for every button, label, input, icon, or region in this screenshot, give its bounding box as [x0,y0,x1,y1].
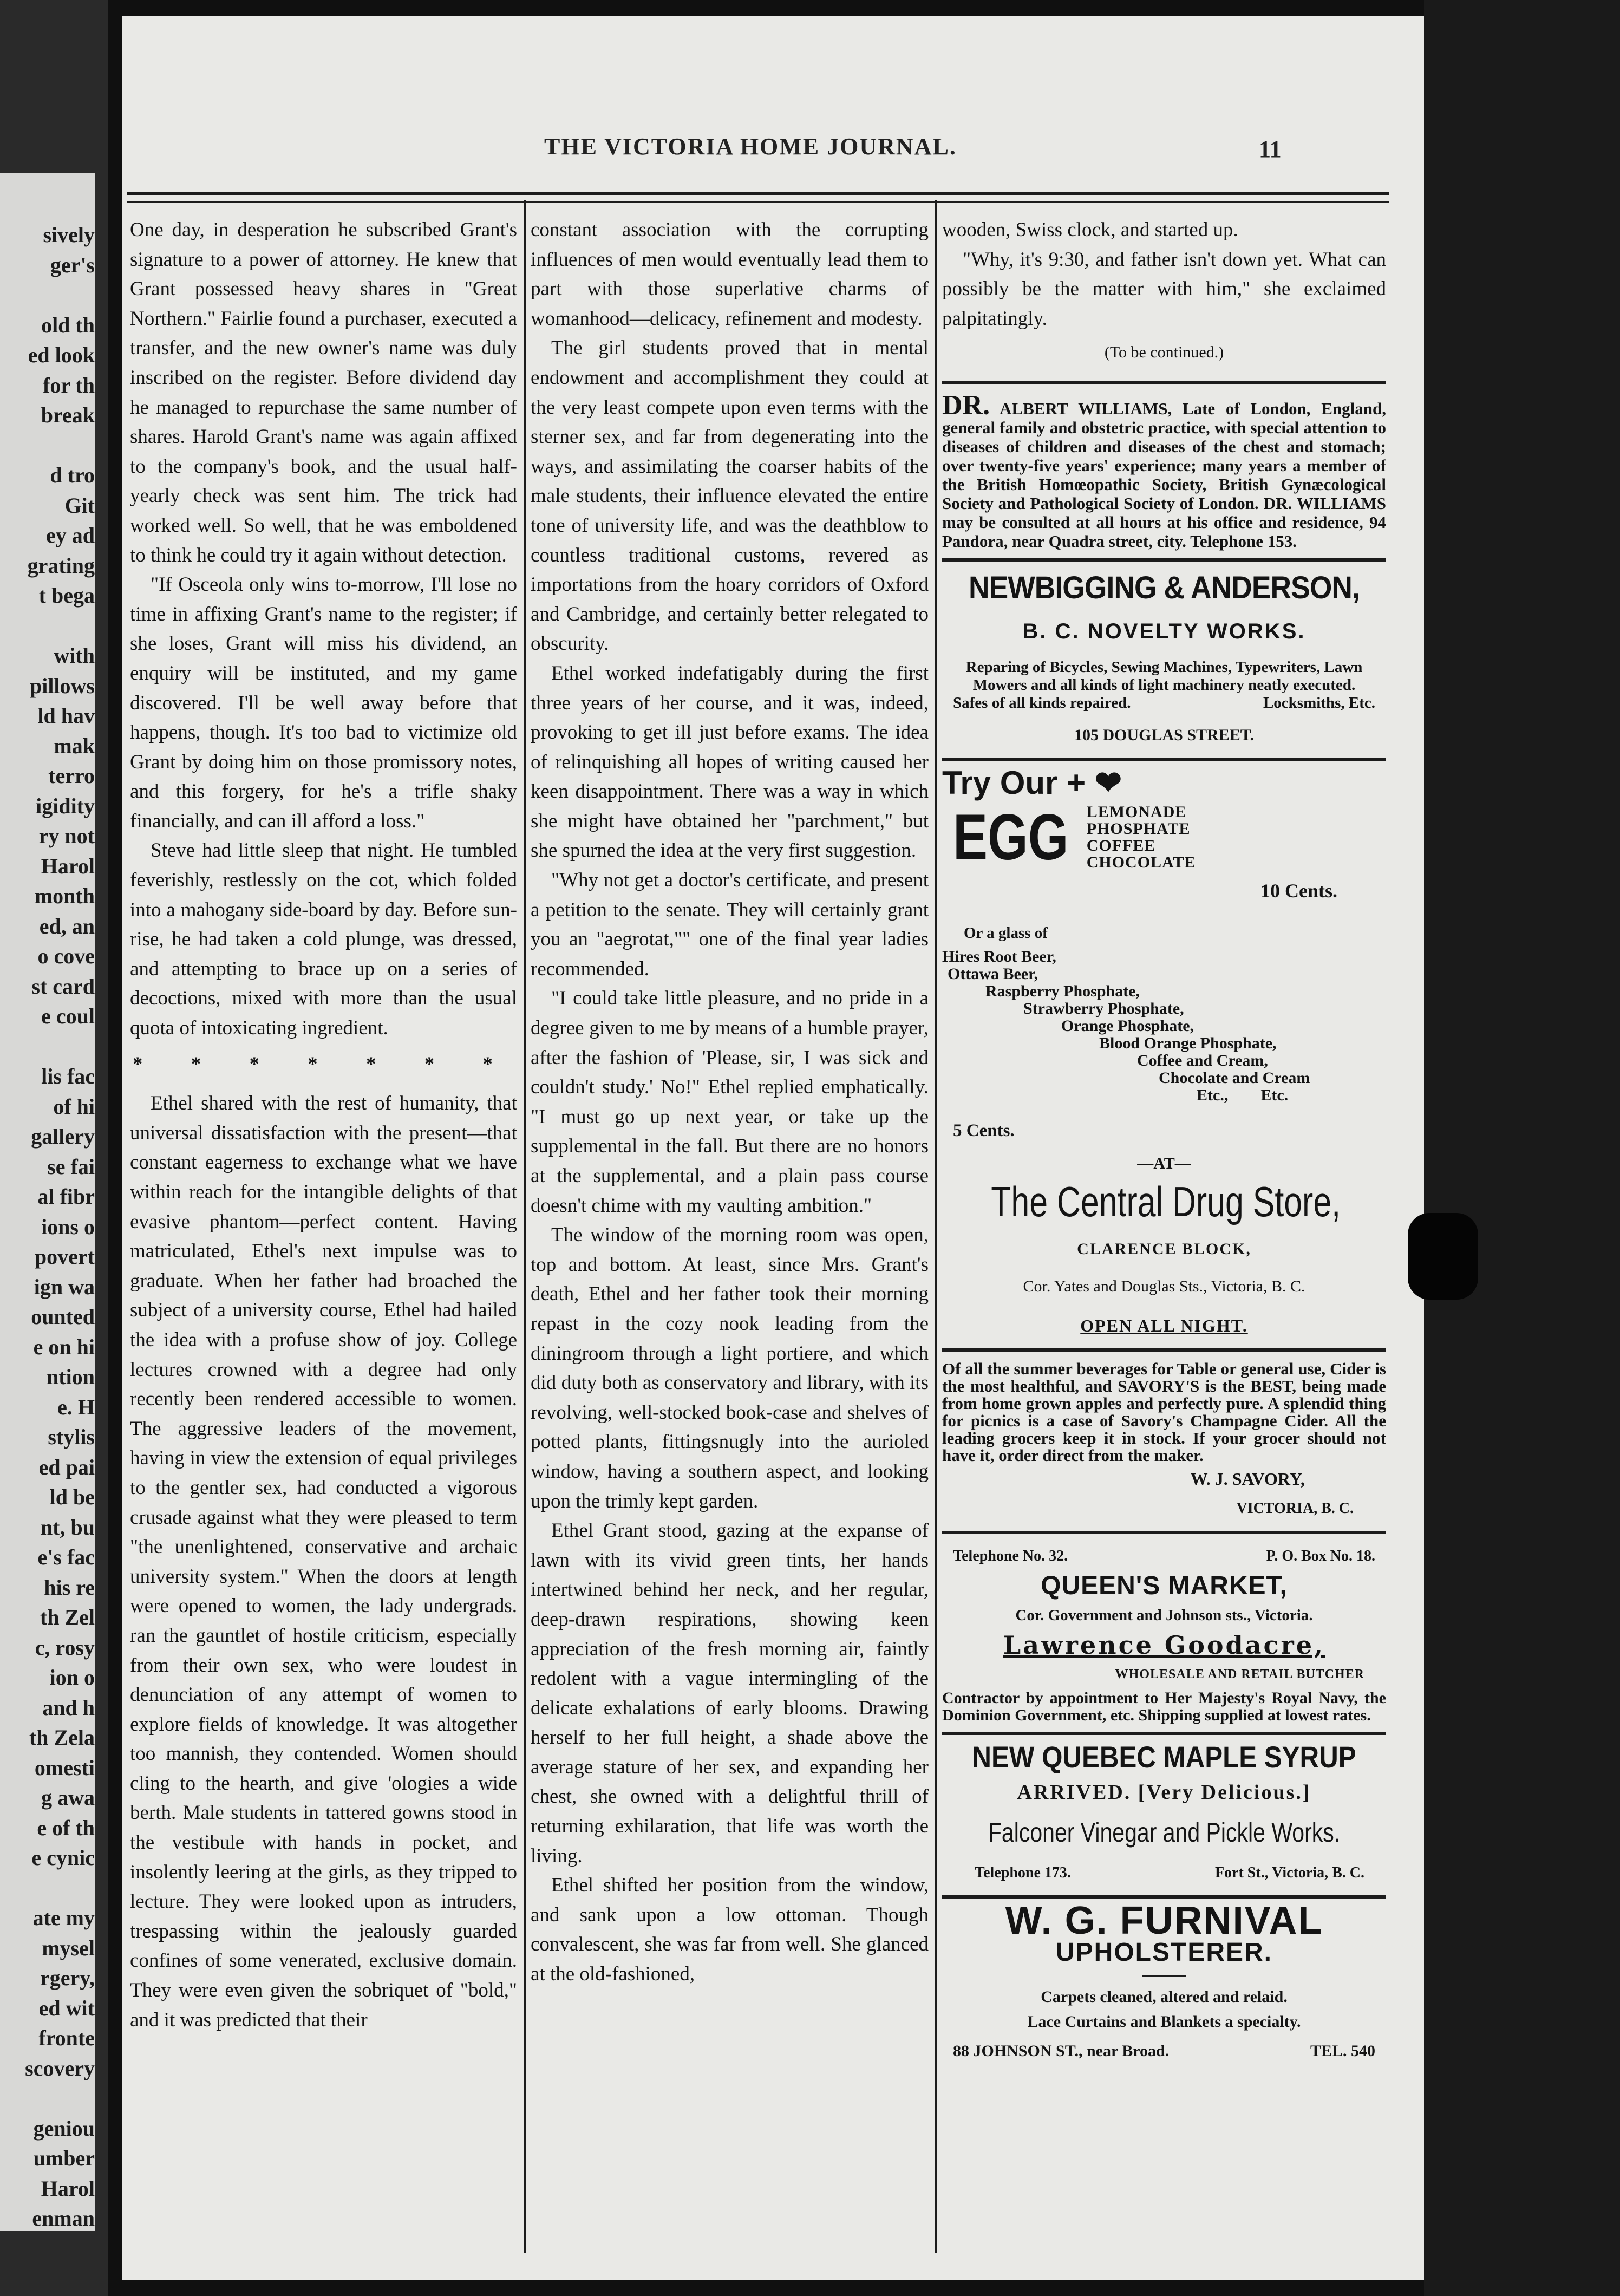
previous-page-fragment: of hi [53,1094,95,1119]
previous-page-fragment: e of th [37,1815,95,1840]
glass-item: Chocolate and Cream [1159,1068,1310,1087]
egg-word: EGG [953,800,1069,873]
egg-price: 10 Cents. [1260,879,1337,902]
previous-page-fragment: fronte [38,2026,95,2050]
glass-list [942,948,1386,1104]
egg-drink: PHOSPHATE [1086,819,1191,838]
previous-page-fragment: Git [64,493,95,518]
previous-page-text [0,173,95,2231]
header-rule [127,192,1389,195]
scanner-background [1424,0,1620,2296]
article-paragraph: Ethel Grant stood, gazing at the expanse of lawn with its vivid green tints, her hands intertwined behind her neck, and her regular, deep-drawn respirations, showing keen appreciation of the fresh morning air, faintly redolent with a vague intermingling of the delicate exhalations of early blooms. Drawing herself to her full height, a shade above the average stature of her sex, and expanding her chest, she owned with a delightful thrill of returning exhilaration, that life was worth the living. [531,1519,929,1867]
qm-trade: WHOLESALE AND RETAIL BUTCHER [1115,1667,1364,1682]
at-label: —AT— [1137,1154,1191,1172]
previous-page-fragment: e on hi [33,1334,95,1359]
maple-telephone: Telephone 173. [975,1864,1071,1881]
furnival-name: W. G. FURNIVAL [1005,1899,1323,1943]
page-number: 11 [1259,136,1282,162]
furnival-line: Lace Curtains and Blankets a specialty. [1027,2012,1301,2031]
ad-divider [942,558,1386,562]
qm-body: Contractor by appointment to Her Majesty's Royal Navy, the Dominion Government, etc. Shipping supplied at lowest rates. [942,1689,1386,1725]
article-column-2 [531,216,929,2242]
firm-safes-row [942,694,1386,712]
previous-page-fragment: ed, an [39,914,95,938]
egg-drink: LEMONADE [1086,803,1187,821]
previous-page-fragment: e cynic [31,1845,95,1870]
maple-contact-row [942,1858,1386,1888]
previous-page-fragment: omesti [34,1755,95,1780]
article-paragraph: Ethel worked indefatigably during the first three years of her course, and it was, indeed, provoking to get ill just before exams. The idea of relinquishing all hopes of writing caused her keen disappointment. There was a way in which she might have obtained her "parchment," but she spurned the idea at the very first suggestion. [531,662,929,862]
newspaper-page [122,16,1424,2280]
article-paragraph: "Why, it's 9:30, and father isn't down yet. What can possibly be the matter with him," she exclaimed palpitatingly. [942,248,1386,330]
previous-page-fragment: grating [27,553,95,578]
previous-page-fragment: enman [32,2206,95,2230]
previous-page-fragment: umber [33,2146,95,2170]
glass-item: Hires Root Beer, [942,947,1056,966]
previous-page-fragment: o cove [37,944,95,968]
short-rule [1142,1975,1186,1977]
previous-page-fragment: se fai [47,1154,95,1179]
store-block: CLARENCE BLOCK, [1077,1240,1251,1258]
maple-arrived: ARRIVED. [Very Delicious.] [1017,1780,1311,1804]
previous-page-fragment: e coul [41,1004,95,1028]
ad-newbigging-anderson [942,569,1386,750]
glass-price: 5 Cents. [953,1120,1015,1140]
furnival-line: Carpets cleaned, altered and relaid. [1041,1987,1288,2006]
previous-page-fragment: c, rosy [35,1635,95,1660]
ad-doctor-williams [942,389,1386,551]
ad-divider [942,1531,1386,1534]
previous-page-fragment: ld hav [37,703,95,728]
article-paragraph: The girl students proved that in mental endowment and accomplishment they could at the very least compete upon even terms with the sterner sex, and far from degenerating into the ways, and assimilating the coarser habits of the male students, their influence elevated the entire tone of university life, and was the deathblow to countless traditional customs, revered as importations from the hoary corridors of Oxford and Cambridge, and certainly better relegated to obscurity. [531,337,929,655]
article-paragraph: "I could take little pleasure, and no pride in a degree given to me by means of a humble prayer, after the fashion of 'Please, sir, I was sick and couldn't study.' No!" Ethel replied emphatically. "I must go up next year, or take up the supplemental in the fall. But there are no honors at the supplemental, and a plain pass course doesn't chime with my vaulting ambition." [531,987,929,1217]
qm-telephone: Telephone No. 32. [953,1548,1068,1565]
previous-page-fragment: ion o [49,1665,95,1690]
article-paragraph: Ethel shifted her position from the window, and sank upon a low ottoman. Though convalescent, she was far from well. She glanced at the old-fashioned, [531,1874,929,1986]
glass-item: Coffee and Cream, [1137,1051,1268,1069]
ad-furnival [942,1899,1386,2066]
qm-owner: Lawrence Goodacre, [1003,1630,1325,1660]
header-rule-thin [127,201,1389,203]
previous-page-fragment: ry not [38,824,95,848]
previous-page-fragment: stylis [48,1425,95,1449]
advertising-column [942,216,1386,2242]
savory-city: VICTORIA, B. C. [1236,1499,1354,1517]
ad-maple-syrup [942,1740,1386,1888]
previous-page-fragment: g awa [41,1785,95,1810]
previous-page-fragment: ld be [49,1485,95,1509]
firm-safes: Safes of all kinds repaired. [953,694,1131,712]
furnival-trade: UPHOLSTERER. [1055,1938,1273,1967]
maple-headline: NEW QUEBEC MAPLE SYRUP [972,1740,1356,1775]
maple-works: Falconer Vinegar and Pickle Works. [988,1817,1341,1848]
store-corner: Cor. Yates and Douglas Sts., Victoria, B. C. [1023,1277,1305,1295]
store-hours: OPEN ALL NIGHT. [1080,1316,1248,1336]
previous-page-fragment: th Zel [40,1605,95,1629]
ad-divider [942,758,1386,761]
previous-page-fragment: ntion [47,1365,95,1389]
previous-page-fragment: ions o [41,1214,95,1239]
previous-page-fragment: ed look [28,343,95,367]
previous-page-fragment: geniou [33,2116,95,2141]
previous-page-fragment: month [34,884,95,908]
scanner-clip [1408,1213,1478,1300]
glass-item: Blood Orange Phosphate, [1099,1034,1277,1052]
savory-body: Of all the summer beverages for Table or general use, Cider is the most healthful, and SAVORY'S is the BEST, being made from home grown apples and perfectly pure. A splendid thing for picnics is a case of Savory's Champagne Cider. All the leading grocers keep it in stock. If your grocer should not have it, order direct from the maker. [942,1359,1386,1465]
article-paragraph: Steve had little sleep that night. He tumbled feverishly, restlessly on the cot, which folded into a mahogany side-board by day. Before sun-rise, he had taken a cold plunge, was dressed, and attempting to brace up on a series of decoctions, mixed with more than the usual quota of intoxicating ingredient. [130,839,517,1040]
egg-drinks [942,800,1386,873]
firm-subtitle: B. C. NOVELTY WORKS. [1022,619,1306,643]
ad-divider [942,1895,1386,1899]
previous-page-fragment: sively [43,223,95,247]
qm-contact-row [942,1542,1386,1571]
glass-item: Strawberry Phosphate, [1023,999,1184,1017]
ad-central-drug-store [942,765,1386,1341]
previous-page-fragment: Harol [41,2176,95,2201]
savory-signature: W. J. SAVORY, [1190,1469,1305,1489]
firm-address: 105 DOUGLAS STREET. [1074,726,1255,744]
glass-item: Orange Phosphate, [1061,1016,1194,1035]
egg-drink-list [1087,804,1196,871]
qm-name: QUEEN'S MARKET, [1041,1571,1288,1600]
previous-page-fragment: nt, bu [40,1515,95,1540]
previous-page-fragment: pillows [29,673,95,698]
previous-page-fragment: ounted [31,1304,95,1329]
egg-drink: COFFEE [1086,836,1156,855]
article-paragraph: wooden, Swiss clock, and started up. [942,219,1238,241]
qm-address: Cor. Government and Johnson sts., Victoria. [1015,1607,1313,1625]
previous-page-fragment: his re [44,1575,95,1600]
ad-divider [942,1348,1386,1352]
to-be-continued: (To be continued.) [1104,343,1224,362]
article-paragraph: Ethel shared with the rest of humanity, that universal dissatisfaction with the present—that constant eagerness to exchange what we have within reach for the intangible delights of that evasive phantom—perfect content. Having matriculated, Ethel's next impulse was to graduate. When her father had broached the subject of a university course, Ethel had hailed the idea with a profuse show of joy. College lectures crowned with a degree had only recently been rendered accessible to women. The aggressive leaders of the movement, having in view the extension of equal privileges to the gentler sex, had conducted a vigorous crusade against what they were pleased to term "the unenlightened, conservative and archaic university system." When the doors at length were opened to women, the lady undergrads. ran the gauntlet of hostile criticism, especially from their own sex, who were loudest in denunciation of any attempt of women to explore fields of knowledge. It was altogether too mannish, they contended. Women should cling to the hearth, and give 'ologies a wide berth. Male students in tattered gowns stood in the vestibule with hands in pocket, and insolently leering at the girls, as they tripped to lecture. They were looked upon as intruders, trespassing within the jealously guarded confines of some venerated, exclusive domain. They were even given the sobriquet of "bold," and it was predicted that their [130,1092,517,2031]
previous-page-fragment: lis fac [41,1064,95,1088]
article-paragraph: "Why not get a doctor's certificate, and present a petition to the senate. They will certainly grant you an "aegrotat,"" one of the final year ladies recommended. [531,869,929,980]
glass-intro: Or a glass of [964,924,1048,942]
firm-name: NEWBIGGING & ANDERSON, [969,570,1360,605]
furnival-tel: TEL. 540 [1310,2041,1375,2060]
previous-page-fragment: mak [54,733,95,758]
previous-page-fragment: th Zela [29,1725,95,1750]
qm-pobox: P. O. Box No. 18. [1266,1548,1375,1565]
previous-page-fragment: e's fac [37,1545,95,1569]
ad-divider [942,381,1386,384]
previous-page-fragment: al fibr [37,1184,95,1209]
previous-page-fragment: ed pai [38,1454,95,1479]
previous-page-fragment: mysel [42,1935,95,1960]
previous-page-fragment: for th [43,373,95,397]
firm-services: Reparing of Bicycles, Sewing Machines, Typewriters, Lawn Mowers and all kinds of light machinery neatly executed. [965,658,1363,694]
previous-page-fragment: ign wa [34,1274,95,1299]
previous-page-fragment: povert [34,1244,95,1269]
previous-page-fragment: and h [42,1695,95,1720]
try-our-heading: Try Our + ❤ [942,765,1122,801]
doctor-text: ALBERT WILLIAMS, Late of London, England, general family and obstetric practice, with special attention to diseases of children and diseases of the chest and stomach; over twenty-five years' experience; many years a member of the British Homœopathic Society, British Gynæcological Society and Pathological Society of London. DR. WILLIAMS may be consulted at all hours at his office and residence, 94 Pandora, near Quadra street, city. Telephone 153. [942,399,1386,551]
previous-page-edge [0,0,108,2296]
article-paragraph: constant association with the corrupting influences of men would eventually lead them to part with those superlative charms of womanhood—delicacy, refinement and modesty. [531,219,929,330]
article-column-1 [130,216,517,2242]
store-name: The Central Drug Store, [991,1178,1341,1226]
previous-page-fragment: with [54,643,95,668]
previous-page-fragment: gallery [31,1124,95,1149]
article-paragraph: One day, in desperation he subscribed Grant's signature to a power of attorney. He knew that Grant possessed heavy shares in "Great Northern." Fairlie found a purchaser, executed a transfer, and the new owner's name was duly inscribed on the register. Before dividend day he managed to repurchase the same number of shares. Harold Grant's name was again affixed to the company's book, and the usual half-yearly check was sent him. The trick had worked well. So well, that he was emboldened to think he could try it again without detection. [130,219,517,566]
previous-page-fragment: e. H [57,1394,95,1419]
column-rule [524,200,526,2253]
doctor-initial: DR. [942,389,990,421]
previous-page-fragment: break [41,403,95,427]
section-break: * * * * * * * [133,1053,514,1075]
previous-page-fragment: ger's [50,252,95,277]
furnival-contact-row [942,2037,1386,2066]
previous-page-fragment: t bega [38,583,95,608]
previous-page-fragment: rgery, [40,1966,95,1990]
furnival-address: 88 JOHNSON ST., near Broad. [953,2041,1170,2060]
previous-page-fragment: d tro [50,463,95,487]
article-paragraph: The window of the morning room was open, top and bottom. At least, since Mrs. Grant's death, Ethel and her father took their morning repast in the cozy nook leading from the diningroom through a light portiere, and which did duty both as conservatory and library, with its revolving, well-stocked book-case and shelves of potted plants, fittingsnugly into the aurioled window, having a southern aspect, and looking upon the trimly kept garden. [531,1224,929,1512]
running-head: THE VICTORIA HOME JOURNAL. [544,133,957,160]
previous-page-fragment: old th [41,312,95,337]
ad-divider [942,1732,1386,1735]
article-paragraph: "If Osceola only wins to-morrow, I'll lose no time in affixing Grant's name to the register; if she loses, Grant will miss his dividend, an enquiry will be instituted, and my game discovered. I'll be well away before that happens, though. It's too bad to victimize old Grant by doing him on those promissory notes, and this forgery, for he's a trifle shaky financially, and can ill afford a loss." [130,573,517,832]
previous-page-fragment: ate my [32,1906,95,1930]
maple-address: Fort St., Victoria, B. C. [1214,1864,1364,1881]
glass-item: Etc., Etc. [1197,1086,1289,1104]
column-rule [935,200,937,2253]
egg-drink: CHOCOLATE [1086,853,1196,871]
previous-page-fragment: Harol [41,853,95,878]
firm-locksmiths: Locksmiths, Etc. [1263,694,1375,712]
previous-page-fragment: st card [31,974,95,999]
previous-page-fragment: ey ad [46,523,95,547]
previous-page-fragment: scovery [25,2056,95,2080]
glass-item: Raspberry Phosphate, [985,982,1140,1000]
glass-item: Ottawa Beer, [948,964,1038,983]
ad-savory-cider [942,1360,1386,1523]
previous-page-fragment: igidity [36,793,95,818]
previous-page-fragment: terro [48,764,95,788]
ad-queens-market [942,1542,1386,1724]
previous-page-fragment: ed wit [38,1995,95,2020]
